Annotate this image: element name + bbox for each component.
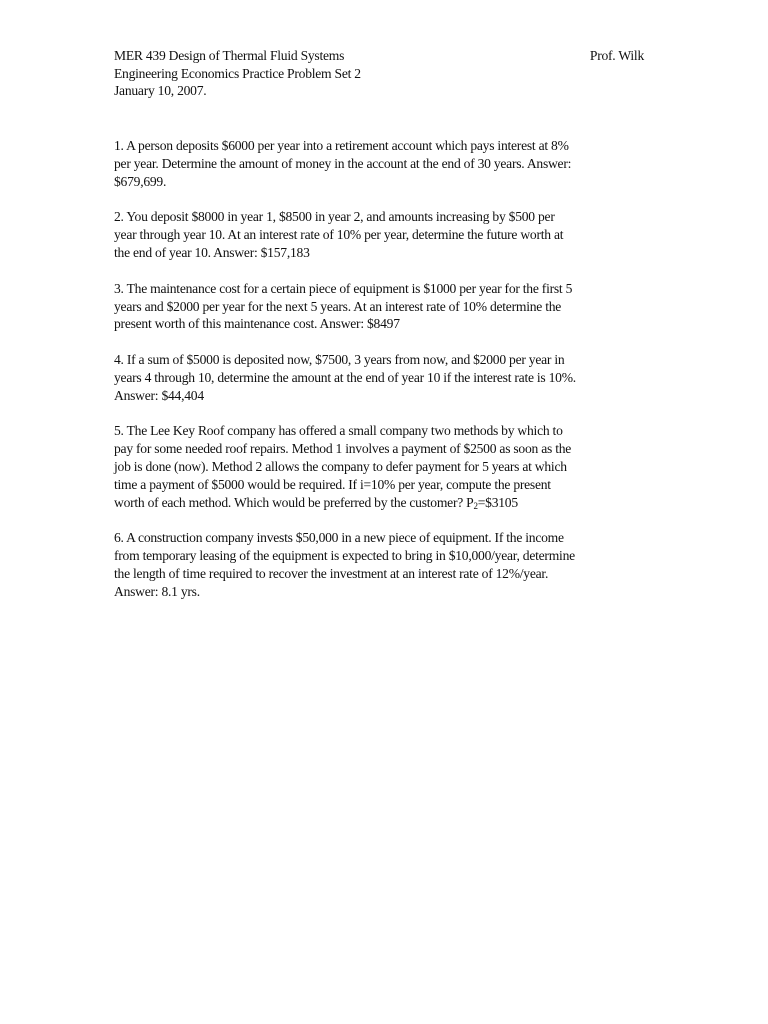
- problem-list: [114, 137, 656, 619]
- problem-line: 1. A person deposits $6000 per year into a retirement account which pays interest at 8%: [114, 138, 569, 153]
- problem-line: pay for some needed roof repairs. Method 1 involves a payment of $2500 as soon as the: [114, 441, 572, 457]
- problem-line: 6. A construction company invests $50,000 in a new piece of equipment. If the income: [114, 530, 564, 546]
- problem-5: [114, 422, 656, 512]
- problem-line: time a payment of $5000 would be required. If i=10% per year, compute the present: [114, 476, 551, 492]
- problem-line: $679,699.: [114, 173, 167, 189]
- problem-line: 5. The Lee Key Roof company has offered a small company two methods by which to: [114, 423, 563, 439]
- problem-line: 3. The maintenance cost for a certain piece of equipment is $1000 per year for the first 5: [114, 280, 573, 296]
- problem-line: job is done (now). Method 2 allows the company to defer payment for 5 years at which: [114, 459, 567, 475]
- course-title: MER 439 Design of Thermal Fluid Systems: [114, 48, 345, 63]
- problem-answer-line: [114, 494, 656, 512]
- problem-1: [114, 137, 656, 191]
- problem-line-text: worth of each method. Which would be preferred by the customer? P: [114, 494, 474, 510]
- header-course-row: [114, 47, 644, 65]
- problem-line: Answer: 8.1 yrs.: [114, 584, 200, 600]
- problem-line: 4. If a sum of $5000 is deposited now, $7500, 3 years from now, and $2000 per year in: [114, 351, 565, 367]
- problem-set-title: Engineering Economics Practice Problem Set 2: [114, 65, 361, 81]
- problem-line: year through year 10. At an interest rate of 10% per year, determine the future worth at: [114, 227, 564, 243]
- problem-line: years and $2000 per year for the next 5 years. At an interest rate of 10% determine the: [114, 298, 562, 314]
- answer-subscript: 2: [473, 500, 478, 511]
- problem-line: Answer: $44,404: [114, 387, 204, 403]
- problem-line: 2. You deposit $8000 in year 1, $8500 in year 2, and amounts increasing by $500 per: [114, 209, 555, 225]
- document-header: [114, 47, 644, 100]
- problem-line: per year. Determine the amount of money in the account at the end of 30 years. Answer:: [114, 155, 572, 171]
- problem-4: [114, 351, 656, 405]
- document-date: January 10, 2007.: [114, 83, 207, 98]
- answer-value: =$3105: [477, 494, 518, 510]
- problem-line: the length of time required to recover the investment at an interest rate of 12%/year.: [114, 566, 549, 582]
- problem-line: present worth of this maintenance cost. Answer: $8497: [114, 316, 400, 332]
- problem-line: the end of year 10. Answer: $157,183: [114, 245, 310, 261]
- problem-6: [114, 529, 656, 601]
- problem-3: [114, 280, 656, 334]
- instructor-name: Prof. Wilk: [589, 48, 644, 63]
- problem-2: [114, 208, 656, 262]
- problem-line: from temporary leasing of the equipment is expected to bring in $10,000/year, determine: [114, 548, 575, 564]
- problem-line: years 4 through 10, determine the amount at the end of year 10 if the interest rate is 10%.: [114, 369, 576, 385]
